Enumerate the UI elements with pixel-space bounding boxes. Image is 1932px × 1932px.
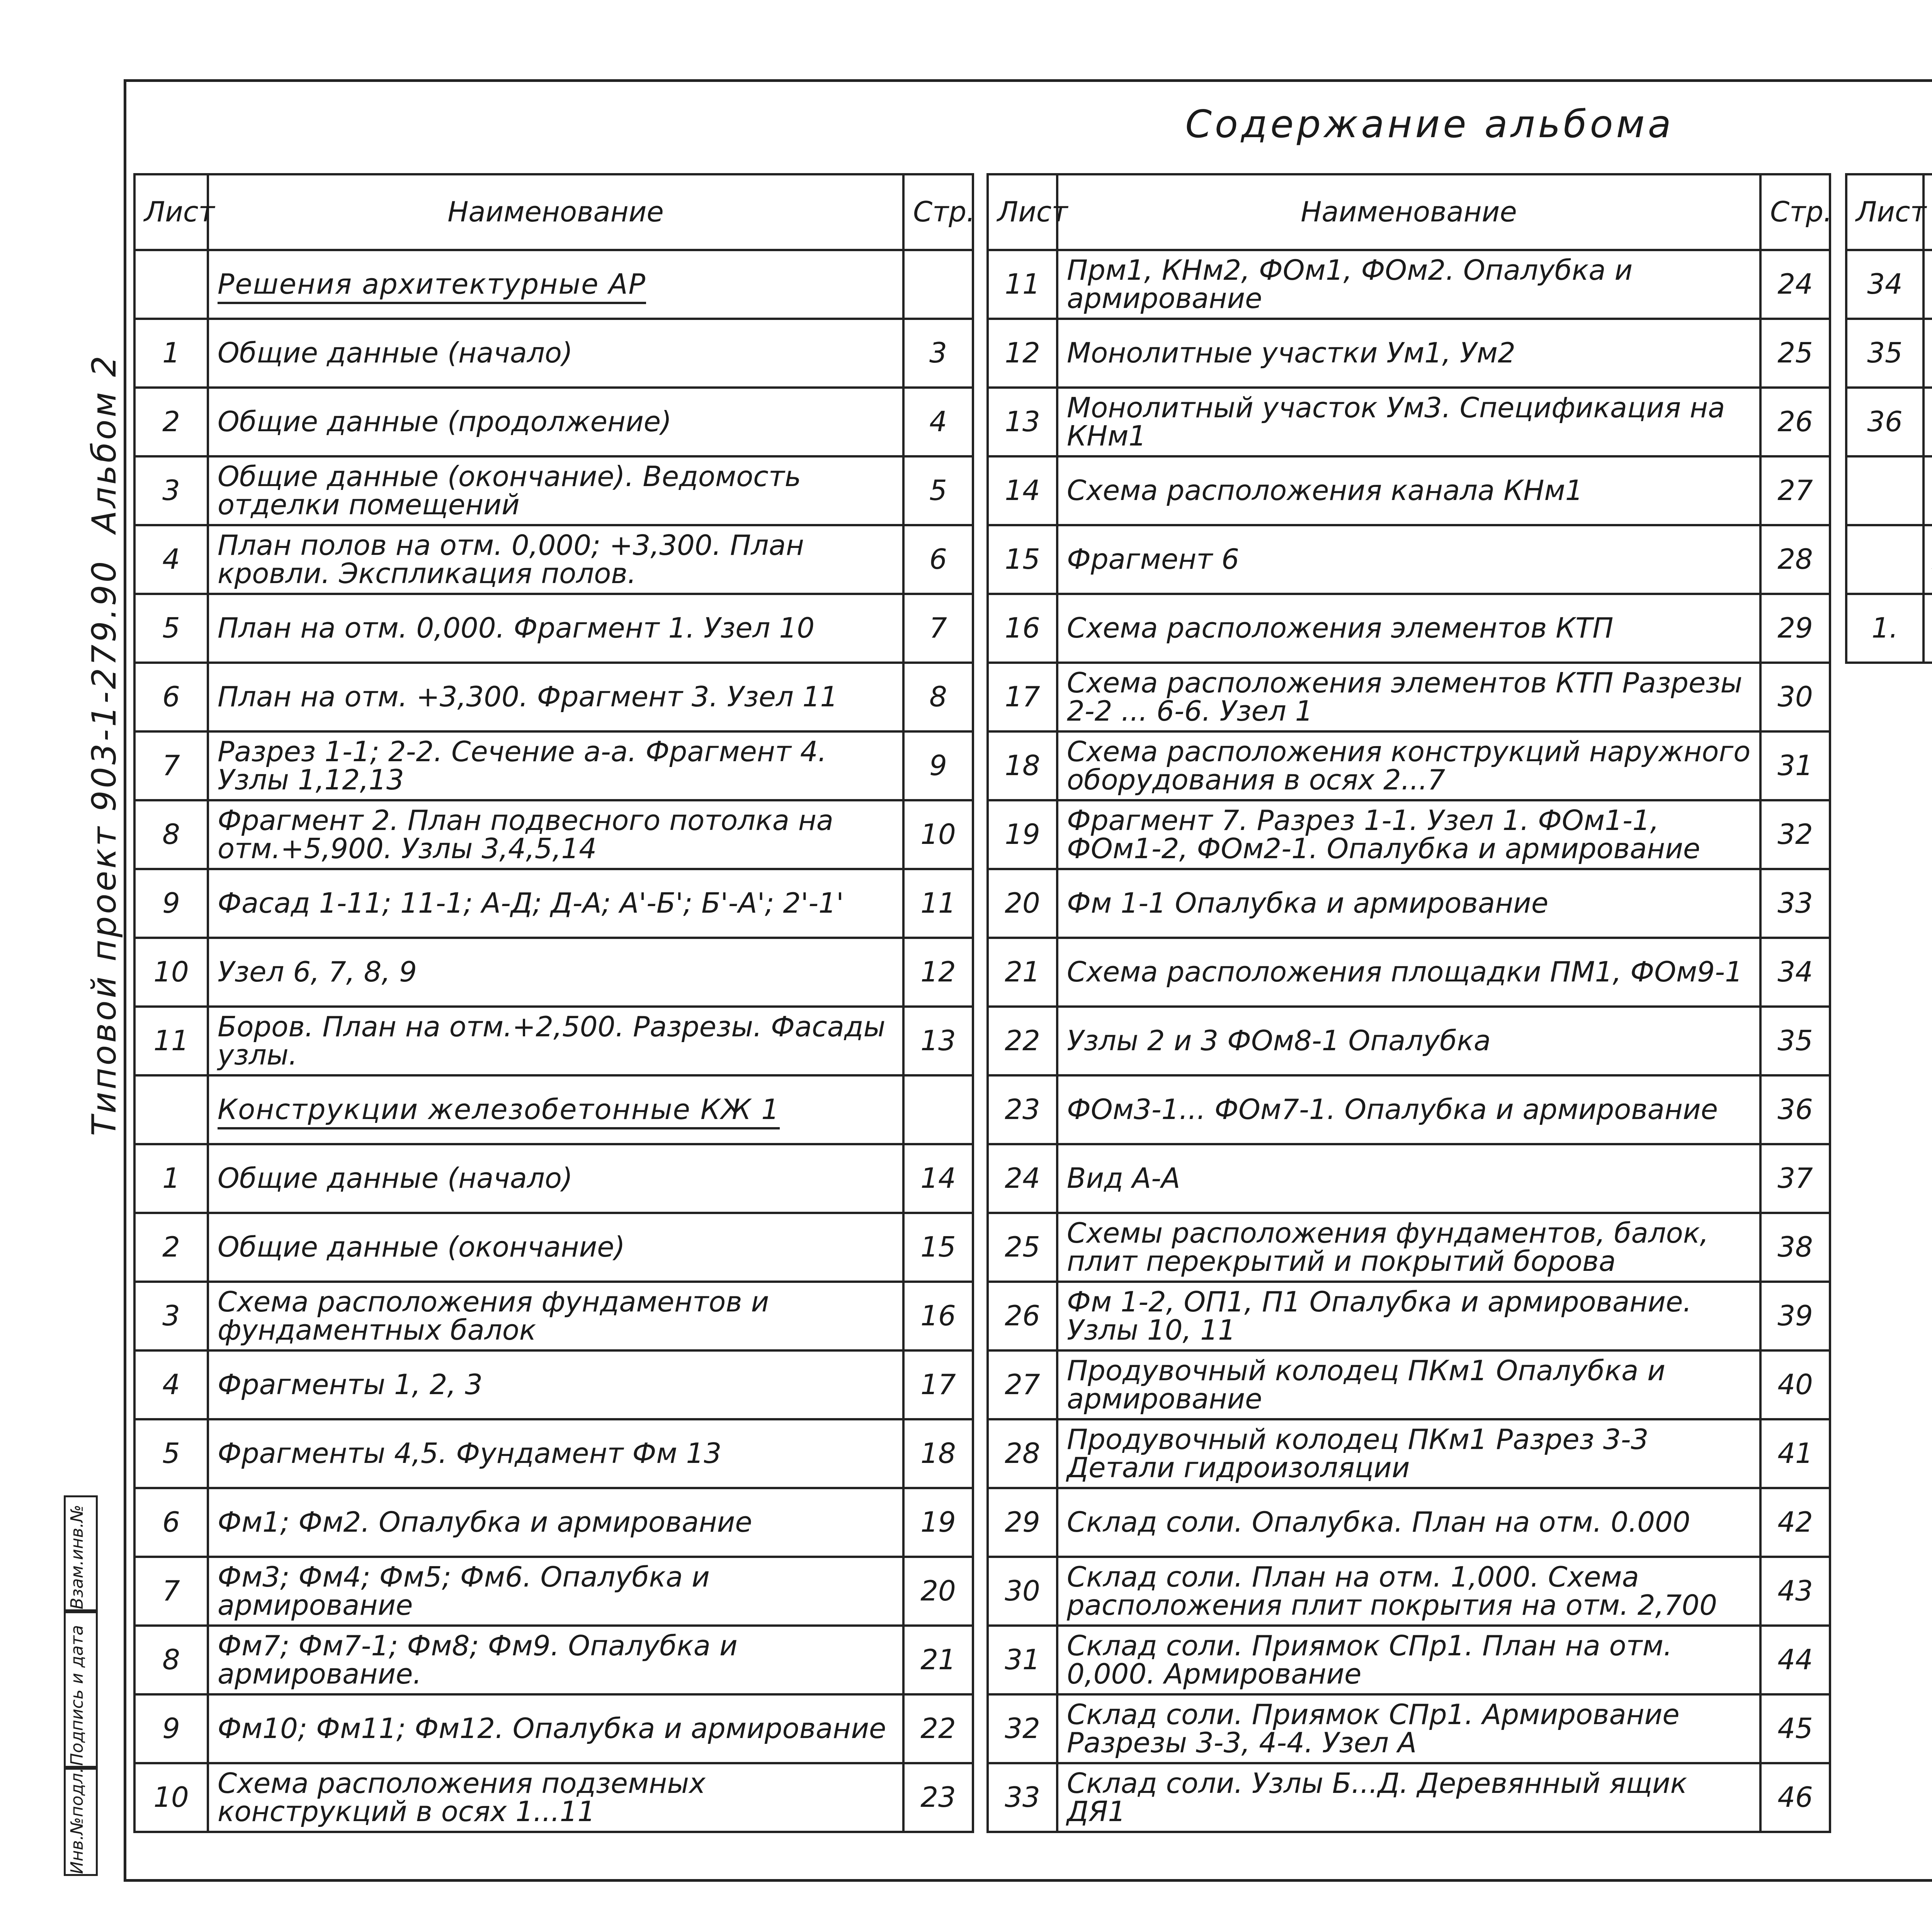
sheet-cell: 35 (1846, 319, 1923, 388)
page-cell: 41 (1760, 1419, 1830, 1488)
name-cell: Фрагмент 6 (1057, 525, 1760, 594)
sheet-cell: 36 (1846, 388, 1923, 456)
name-cell: Склад соли. Приямок СПр1. План на отм. 0,000. Армирование (1057, 1626, 1760, 1694)
sheet-cell: 21 (988, 938, 1057, 1007)
name-cell: Схема расположения подземных конструкций в осях 1...11 (208, 1763, 903, 1832)
sheet-cell: 9 (134, 1694, 208, 1763)
page-cell: 17 (903, 1350, 973, 1419)
name-cell: Общие данные (начало) (208, 319, 903, 388)
name-cell: Фм3; Фм4; Фм5; Фм6. Опалубка и армирование (208, 1557, 903, 1626)
page-cell (903, 250, 973, 319)
name-cell: ФОм3-1... ФОм7-1. Опалубка и армирование (1057, 1075, 1760, 1144)
sheet-cell: 19 (988, 800, 1057, 869)
table-row (134, 938, 973, 1007)
table-row (134, 525, 973, 594)
toc-table-1 (133, 173, 974, 1833)
sheet-cell: 2 (134, 388, 208, 456)
sheet-cell: 8 (134, 800, 208, 869)
name-cell: Схема расположения фундаментов и фундаментных балок (208, 1282, 903, 1350)
page-cell: 9 (903, 731, 973, 800)
page-cell: 43 (1760, 1557, 1830, 1626)
table-row (134, 1213, 973, 1282)
sheet-cell: 16 (988, 594, 1057, 663)
sheet-cell: 23 (988, 1075, 1057, 1144)
page-cell: 7 (903, 594, 973, 663)
sheet-cell: 10 (134, 938, 208, 1007)
table-row (134, 319, 973, 388)
table-row (134, 388, 973, 456)
sheet-cell: 32 (988, 1694, 1057, 1763)
stamp-cell-inv (64, 1768, 98, 1876)
name-cell: Схема расположения элементов КТП (1057, 594, 1760, 663)
page-cell: 26 (1760, 388, 1830, 456)
sheet-cell (1846, 456, 1923, 525)
sheet-cell: 9 (134, 869, 208, 938)
page-cell: 22 (903, 1694, 973, 1763)
table-row (988, 1694, 1830, 1763)
sheet-cell (134, 1075, 208, 1144)
sheet-cell (1846, 525, 1923, 594)
section-row (1846, 525, 1932, 594)
table-row (988, 1213, 1830, 1282)
page-cell: 44 (1760, 1626, 1830, 1694)
name-cell: Прм1, КНм2, ФОм1, ФОм2. Опалубка и армирование (1057, 250, 1760, 319)
sheet-cell: 33 (988, 1763, 1057, 1832)
table-row (134, 869, 973, 938)
name-cell (1923, 594, 1932, 663)
name-cell: Разрез 1-1; 2-2. Сечение а-а. Фрагмент 4. Узлы 1,12,13 (208, 731, 903, 800)
table-row (134, 663, 973, 731)
page-cell: 6 (903, 525, 973, 594)
sheet-cell: 10 (134, 1763, 208, 1832)
sheet-cell: 24 (988, 1144, 1057, 1213)
page-title: Содержание альбома (1185, 102, 1674, 146)
section-title-cell (1923, 525, 1932, 594)
table-row (988, 938, 1830, 1007)
name-cell: Общие данные (окончание) (208, 1213, 903, 1282)
page-cell: 20 (903, 1557, 973, 1626)
table-row (988, 1763, 1830, 1832)
sheet-cell (134, 250, 208, 319)
page-cell: 37 (1760, 1144, 1830, 1213)
table-row (988, 1557, 1830, 1626)
page-cell: 39 (1760, 1282, 1830, 1350)
page-cell: 25 (1760, 319, 1830, 388)
sheet-cell: 22 (988, 1007, 1057, 1075)
name-cell: Фм7; Фм7-1; Фм8; Фм9. Опалубка и армирование. (208, 1626, 903, 1694)
name-cell (1923, 319, 1932, 388)
sheet-cell: 1. (1846, 594, 1923, 663)
name-cell: Склад соли. Приямок СПр1. Армирование Разрезы 3-3, 4-4. Узел А (1057, 1694, 1760, 1763)
page-cell: 34 (1760, 938, 1830, 1007)
name-cell: Фрагменты 4,5. Фундамент Фм 13 (208, 1419, 903, 1488)
table-row (134, 456, 973, 525)
section-title: Решения архитектурные АР (218, 268, 646, 304)
sheet-cell: 15 (988, 525, 1057, 594)
table-row (988, 388, 1830, 456)
name-cell (1923, 250, 1932, 319)
page-cell: 46 (1760, 1763, 1830, 1832)
name-cell: Склад соли. Опалубка. План на отм. 0.000 (1057, 1488, 1760, 1557)
stamp-cell-replace (64, 1495, 98, 1611)
table-row (134, 1488, 973, 1557)
page-cell: 45 (1760, 1694, 1830, 1763)
page-cell: 12 (903, 938, 973, 1007)
sheet-cell: 4 (134, 1350, 208, 1419)
table-row (1846, 594, 1932, 663)
toc-table-3 (1845, 173, 1932, 664)
table-row (988, 1419, 1830, 1488)
sheet-cell: 14 (988, 456, 1057, 525)
page-cell: 18 (903, 1419, 973, 1488)
section-row (134, 1075, 973, 1144)
name-cell: Вид А-А (1057, 1144, 1760, 1213)
name-cell: Продувочный колодец ПКм1 Опалубка и армирование (1057, 1350, 1760, 1419)
section-row (134, 250, 973, 319)
table-header-row (988, 174, 1830, 250)
page-cell: 30 (1760, 663, 1830, 731)
page-cell: 35 (1760, 1007, 1830, 1075)
name-cell: Общие данные (начало) (208, 1144, 903, 1213)
name-cell: Склад соли. План на отм. 1,000. Схема расположения плит покрытия на отм. 2,700 (1057, 1557, 1760, 1626)
sheet-cell: 4 (134, 525, 208, 594)
table-row (134, 1419, 973, 1488)
sheet-cell: 28 (988, 1419, 1057, 1488)
sheet-cell: 31 (988, 1626, 1057, 1694)
sheet-cell: 11 (134, 1007, 208, 1075)
table-row (134, 800, 973, 869)
table-row (134, 731, 973, 800)
page-cell: 5 (903, 456, 973, 525)
table-row (134, 1350, 973, 1419)
table-row (988, 1488, 1830, 1557)
name-cell: Фм1; Фм2. Опалубка и армирование (208, 1488, 903, 1557)
header-page: Стр. (1760, 174, 1830, 250)
name-cell: Общие данные (окончание). Ведомость отделки помещений (208, 456, 903, 525)
page-cell: 40 (1760, 1350, 1830, 1419)
page-cell: 28 (1760, 525, 1830, 594)
header-sheet: Лист (134, 174, 208, 250)
sheet-cell: 5 (134, 594, 208, 663)
table-row (988, 250, 1830, 319)
page-cell: 31 (1760, 731, 1830, 800)
name-cell: Узел 6, 7, 8, 9 (208, 938, 903, 1007)
page-cell: 29 (1760, 594, 1830, 663)
sheet-cell: 6 (134, 1488, 208, 1557)
name-cell: Узлы 2 и 3 ФОм8-1 Опалубка (1057, 1007, 1760, 1075)
sheet-cell: 27 (988, 1350, 1057, 1419)
table-row (988, 1075, 1830, 1144)
table-row (134, 1763, 973, 1832)
name-cell (1923, 388, 1932, 456)
page-cell: 38 (1760, 1213, 1830, 1282)
name-cell: Фрагмент 2. План подвесного потолка на отм.+5,900. Узлы 3,4,5,14 (208, 800, 903, 869)
name-cell: Фрагменты 1, 2, 3 (208, 1350, 903, 1419)
page-cell: 10 (903, 800, 973, 869)
name-cell: Фасад 1-11; 11-1; А-Д; Д-А; А'-Б'; Б'-А'; 2'-1' (208, 869, 903, 938)
name-cell: План полов на отм. 0,000; +3,300. План кровли. Экспликация полов. (208, 525, 903, 594)
table-row (134, 1557, 973, 1626)
table-row (988, 456, 1830, 525)
page-cell: 36 (1760, 1075, 1830, 1144)
name-cell: Склад соли. Узлы Б...Д. Деревянный ящик ДЯ1 (1057, 1763, 1760, 1832)
sidebar-project: Типовой проект 903-1-279.90 (85, 559, 124, 1136)
page-cell: 21 (903, 1626, 973, 1694)
sheet-cell: 25 (988, 1213, 1057, 1282)
table-header-row (1846, 174, 1932, 250)
section-title-cell (208, 1075, 903, 1144)
table-row (988, 663, 1830, 731)
table-row (134, 1007, 973, 1075)
sheet-cell: 11 (988, 250, 1057, 319)
page-cell: 27 (1760, 456, 1830, 525)
sidebar-album: Альбом 2 (85, 353, 124, 533)
sheet-cell: 34 (1846, 250, 1923, 319)
name-cell: Монолитный участок Ум3. Спецификация на КНм1 (1057, 388, 1760, 456)
sheet-cell: 7 (134, 731, 208, 800)
sheet-cell: 13 (988, 388, 1057, 456)
toc-body (988, 250, 1830, 1832)
header-name: Наименование (1057, 174, 1760, 250)
table-row (134, 594, 973, 663)
sheet-cell: 30 (988, 1557, 1057, 1626)
page-cell: 33 (1760, 869, 1830, 938)
table-row (988, 1350, 1830, 1419)
name-cell: Схемы расположения фундаментов, балок, плит перекрытий и покрытий борова (1057, 1213, 1760, 1282)
page-cell: 8 (903, 663, 973, 731)
toc-table-2 (986, 173, 1831, 1833)
header-page: Стр. (903, 174, 973, 250)
section-title: Конструкции железобетонные КЖ 1 (218, 1093, 780, 1129)
page-cell: 19 (903, 1488, 973, 1557)
table-row (134, 1694, 973, 1763)
sheet-cell: 29 (988, 1488, 1057, 1557)
header-sheet: Лист (1846, 174, 1923, 250)
sheet-cell: 20 (988, 869, 1057, 938)
sheet-cell: 2 (134, 1213, 208, 1282)
blank-row (1846, 456, 1932, 525)
table-row (988, 525, 1830, 594)
stamp-label: Подпись и дата (67, 1625, 87, 1766)
name-cell: Фм 1-1 Опалубка и армирование (1057, 869, 1760, 938)
page-cell (903, 1075, 973, 1144)
name-cell: Монолитные участки Ум1, Ум2 (1057, 319, 1760, 388)
toc-body (1846, 250, 1932, 663)
page-cell: 3 (903, 319, 973, 388)
name-cell: Боров. План на отм.+2,500. Разрезы. Фасады узлы. (208, 1007, 903, 1075)
name-cell: Фм 1-2, ОП1, П1 Опалубка и армирование. Узлы 10, 11 (1057, 1282, 1760, 1350)
table-row (134, 1282, 973, 1350)
table-row (988, 319, 1830, 388)
name-cell: Общие данные (продолжение) (208, 388, 903, 456)
table-row (134, 1144, 973, 1213)
name-cell: Фрагмент 7. Разрез 1-1. Узел 1. ФОм1-1, ФОм1-2, ФОм2-1. Опалубка и армирование (1057, 800, 1760, 869)
name-cell: Продувочный колодец ПКм1 Разрез 3-3 Детали гидроизоляции (1057, 1419, 1760, 1488)
table-row (1846, 388, 1932, 456)
name-cell: Схема расположения канала КНм1 (1057, 456, 1760, 525)
sheet-cell: 6 (134, 663, 208, 731)
page-cell: 11 (903, 869, 973, 938)
header-sheet: Лист (988, 174, 1057, 250)
sheet-cell: 17 (988, 663, 1057, 731)
table-row (1846, 250, 1932, 319)
table-row (134, 1626, 973, 1694)
name-cell: Схема расположения конструкций наружного оборудования в осях 2...7 (1057, 731, 1760, 800)
table-row (988, 800, 1830, 869)
page-cell: 14 (903, 1144, 973, 1213)
table-row (988, 594, 1830, 663)
table-row (988, 869, 1830, 938)
sheet-cell: 5 (134, 1419, 208, 1488)
table-header-row (134, 174, 973, 250)
sheet-cell: 1 (134, 319, 208, 388)
name-cell: Схема расположения площадки ПМ1, ФОм9-1 (1057, 938, 1760, 1007)
table-row (988, 1626, 1830, 1694)
stamp-label: Взам.инв.№ (67, 1505, 87, 1609)
stamp-label: Инв.№подл. (67, 1767, 87, 1874)
name-cell (1923, 456, 1932, 525)
page-cell: 13 (903, 1007, 973, 1075)
section-title-cell (208, 250, 903, 319)
toc-body (134, 250, 973, 1832)
page-cell: 42 (1760, 1488, 1830, 1557)
sheet-cell: 12 (988, 319, 1057, 388)
page-cell: 24 (1760, 250, 1830, 319)
name-cell: Схема расположения элементов КТП Разрезы 2-2 ... 6-6. Узел 1 (1057, 663, 1760, 731)
sheet-cell: 3 (134, 456, 208, 525)
name-cell: Фм10; Фм11; Фм12. Опалубка и армирование (208, 1694, 903, 1763)
name-cell: План на отм. +3,300. Фрагмент 3. Узел 11 (208, 663, 903, 731)
table-row (988, 1007, 1830, 1075)
sheet-cell: 18 (988, 731, 1057, 800)
table-row (988, 1282, 1830, 1350)
page-cell: 16 (903, 1282, 973, 1350)
header-name: Наименование (208, 174, 903, 250)
sheet-cell: 8 (134, 1626, 208, 1694)
sheet-cell: 1 (134, 1144, 208, 1213)
sheet-cell: 3 (134, 1282, 208, 1350)
name-cell: План на отм. 0,000. Фрагмент 1. Узел 10 (208, 594, 903, 663)
page-cell: 15 (903, 1213, 973, 1282)
stamp-cell-sign (64, 1611, 98, 1768)
stamp-block (64, 1495, 98, 1876)
sheet-cell: 26 (988, 1282, 1057, 1350)
table-row (1846, 319, 1932, 388)
page-cell: 4 (903, 388, 973, 456)
page-cell: 32 (1760, 800, 1830, 869)
page-cell: 23 (903, 1763, 973, 1832)
table-row (988, 731, 1830, 800)
table-row (988, 1144, 1830, 1213)
sheet-cell: 7 (134, 1557, 208, 1626)
